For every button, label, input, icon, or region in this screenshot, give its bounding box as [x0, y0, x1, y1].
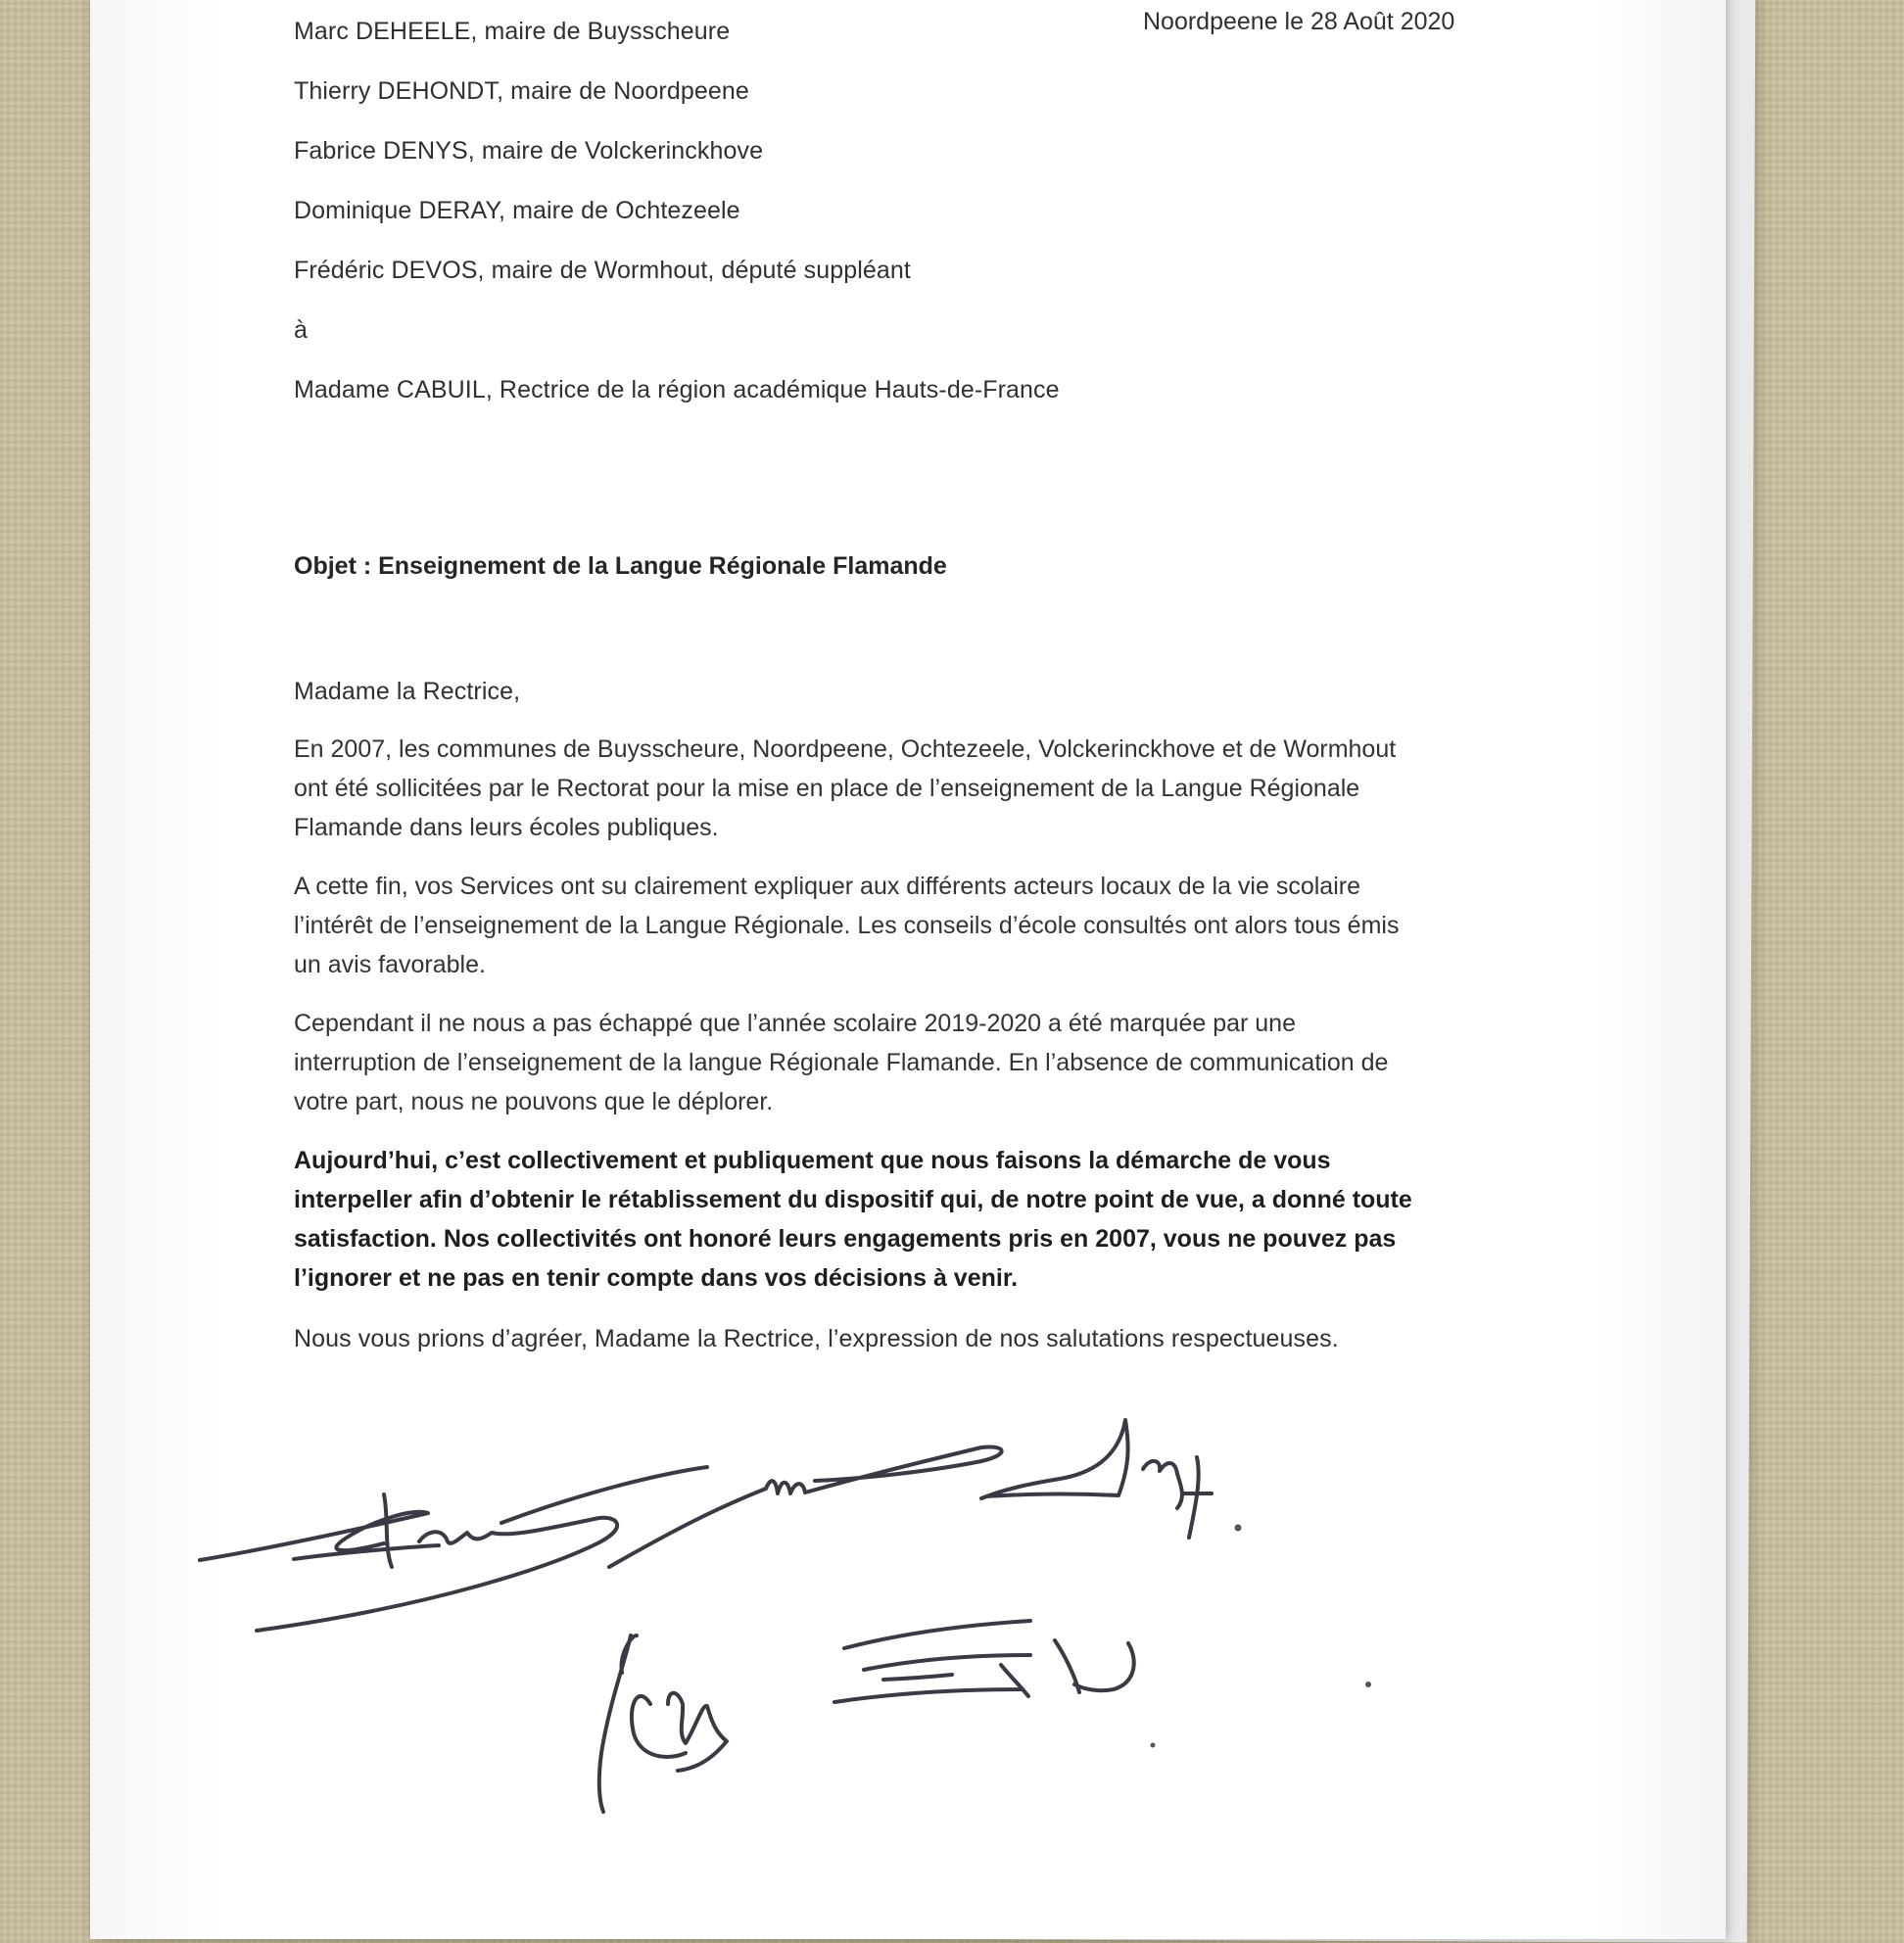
- signature-5: [834, 1621, 1134, 1702]
- paragraph-line: Flamande dans leurs écoles publiques.: [294, 814, 719, 841]
- paragraph-line: un avis favorable.: [294, 951, 486, 978]
- salutation: Madame la Rectrice,: [294, 678, 521, 705]
- signature-4: [599, 1635, 727, 1812]
- sender-line: Frédéric DEVOS, maire de Wormhout, député suppléant: [294, 257, 911, 284]
- body-paragraph-emphasis: [294, 1141, 1567, 1298]
- body-paragraph: [294, 867, 1567, 984]
- paragraph-line: satisfaction. Nos collectivités ont honoré leurs engagements pris en 2007, vous ne pouvez pas: [294, 1225, 1397, 1253]
- paragraph-line: A cette fin, vos Services ont su clairement expliquer aux différents acteurs locaux de la vie scolaire: [294, 873, 1360, 900]
- ink-speck: [1365, 1682, 1371, 1687]
- sender-line: Thierry DEHONDT, maire de Noordpeene: [294, 77, 749, 105]
- sender-line: Dominique DERAY, maire de Ochtezeele: [294, 197, 740, 224]
- subject-line: Objet : Enseignement de la Langue Régionale Flamande: [294, 552, 947, 580]
- paragraph-line: interruption de l’enseignement de la langue Régionale Flamande. En l’absence de communication de: [294, 1049, 1389, 1076]
- paragraph-line: l’intérêt de l’enseignement de la Langue Régionale. Les conseils d’école consultés ont alors tous émis: [294, 912, 1400, 939]
- closing-formula: Nous vous prions d’agréer, Madame la Rectrice, l’expression de nos salutations respectueuses.: [294, 1325, 1339, 1352]
- ink-speck: [1151, 1743, 1156, 1748]
- paragraph-line: l’ignorer et ne pas en tenir compte dans vos décisions à venir.: [294, 1264, 1019, 1292]
- paragraph-line: interpeller afin d’obtenir le rétablissement du dispositif qui, de notre point de vue, a donné toute: [294, 1186, 1412, 1213]
- paragraph-line: votre part, nous ne pouvons que le déplorer.: [294, 1088, 774, 1115]
- letter-page: [90, 0, 1726, 1939]
- place-date: Noordpeene le 28 Août 2020: [1143, 8, 1455, 35]
- sender-line: Marc DEHEELE, maire de Buysscheure: [294, 18, 731, 45]
- paragraph-line: En 2007, les communes de Buysscheure, Noordpeene, Ochtezeele, Volckerinckhove et de Wormhout: [294, 735, 1397, 763]
- signature-3: [981, 1420, 1242, 1538]
- body-paragraph: [294, 730, 1567, 847]
- sender-line: Fabrice DENYS, maire de Volckerinckhove: [294, 137, 764, 165]
- signature-1: [200, 1467, 707, 1631]
- body-paragraph: [294, 1004, 1567, 1121]
- recipient-line: Madame CABUIL, Rectrice de la région académique Hauts-de-France: [294, 376, 1060, 403]
- paragraph-line: Cependant il ne nous a pas échappé que l’année scolaire 2019-2020 a été marquée par une: [294, 1010, 1296, 1037]
- to-word: à: [294, 316, 309, 344]
- paragraph-line: ont été sollicitées par le Rectorat pour la mise en place de l’enseignement de la Langue Régionale: [294, 775, 1360, 802]
- signature-2: [609, 1446, 1002, 1567]
- paragraph-line: Aujourd’hui, c’est collectivement et publiquement que nous faisons la démarche de vous: [294, 1147, 1331, 1174]
